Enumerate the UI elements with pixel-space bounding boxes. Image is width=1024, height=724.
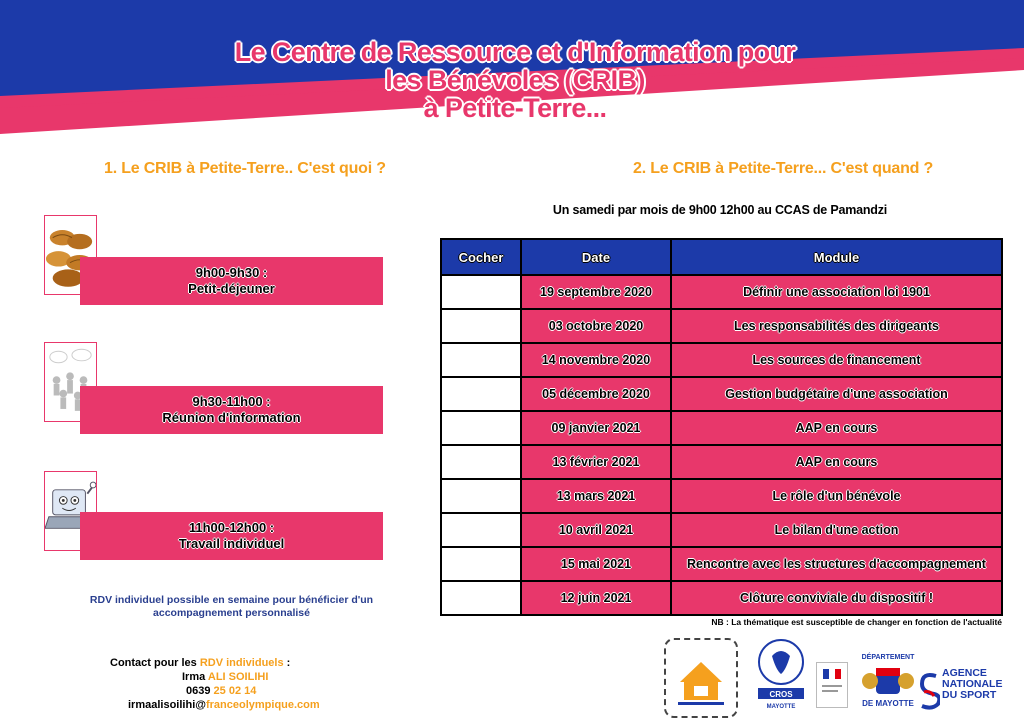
table-row xyxy=(441,581,1002,615)
contact-suffix: : xyxy=(283,657,291,669)
header-cocher: Cocher xyxy=(441,239,521,275)
date-cell: 13 février 2021 xyxy=(521,445,671,479)
page-title xyxy=(180,38,850,122)
table-row xyxy=(441,547,1002,581)
republique-francaise-logo xyxy=(816,662,848,708)
check-cell[interactable] xyxy=(441,547,521,581)
contact-block xyxy=(110,656,320,712)
module-cell: Le rôle d'un bénévole xyxy=(671,479,1002,513)
schedule-time: 9h30-11h00 : xyxy=(192,394,271,409)
table-row xyxy=(441,343,1002,377)
table-row xyxy=(441,445,1002,479)
cros-logo xyxy=(752,638,810,712)
table-header-row xyxy=(441,239,1002,275)
schedule-bar-meeting xyxy=(80,386,383,434)
ans-label xyxy=(942,668,1002,701)
ans-line-3: DU SPORT xyxy=(942,689,997,701)
table-row xyxy=(441,275,1002,309)
schedule-bar-breakfast xyxy=(80,257,383,305)
header-module: Module xyxy=(671,239,1002,275)
table-row xyxy=(441,411,1002,445)
check-cell[interactable] xyxy=(441,513,521,547)
date-cell: 13 mars 2021 xyxy=(521,479,671,513)
table-row xyxy=(441,513,1002,547)
contact-name xyxy=(110,670,320,684)
table-row xyxy=(441,309,1002,343)
dep-top-label: DÉPARTEMENT xyxy=(861,654,915,661)
contact-email[interactable] xyxy=(110,698,320,712)
schedule-time: 11h00-12h00 : xyxy=(188,520,275,535)
crib-logo xyxy=(664,638,738,718)
module-cell: AAP en cours xyxy=(671,411,1002,445)
section-heading-what: 1. Le CRIB à Petite-Terre.. C'est quoi ? xyxy=(104,160,386,177)
contact-phone xyxy=(110,684,320,698)
dep-bottom-label: DE MAYOTTE xyxy=(862,699,914,708)
date-cell: 14 novembre 2020 xyxy=(521,343,671,377)
check-cell[interactable] xyxy=(441,309,521,343)
partner-logos xyxy=(664,638,1014,716)
check-cell[interactable] xyxy=(441,377,521,411)
module-cell: Clôture conviviale du dispositif ! xyxy=(671,581,1002,615)
date-cell: 05 décembre 2020 xyxy=(521,377,671,411)
cros-label: CROS xyxy=(769,690,793,699)
schedule-label: Travail individuel xyxy=(178,536,285,551)
schedule-label: Réunion d'information xyxy=(162,410,301,425)
module-cell: Gestion budgétaire d'une association xyxy=(671,377,1002,411)
contact-highlight: RDV individuels xyxy=(199,657,284,669)
contact-last-name: ALI SOILIHI xyxy=(207,671,269,683)
schedule-subtitle: Un samedi par mois de 9h00 12h00 au CCAS de Pamandzi xyxy=(552,203,888,217)
title-line-3: à Petite-Terre... xyxy=(423,93,607,123)
title-line-2: les Bénévoles (CRIB) xyxy=(385,65,645,95)
contact-prefix: Contact pour les xyxy=(110,657,200,669)
schedule-time: 9h00-9h30 : xyxy=(195,265,268,280)
date-cell: 12 juin 2021 xyxy=(521,581,671,615)
ans-line-2: NATIONALE xyxy=(942,678,1003,690)
check-cell[interactable] xyxy=(441,411,521,445)
table-row xyxy=(441,479,1002,513)
check-cell[interactable] xyxy=(441,343,521,377)
section-heading-when: 2. Le CRIB à Petite-Terre... C'est quand ? xyxy=(633,160,934,177)
contact-heading xyxy=(110,656,320,670)
check-cell[interactable] xyxy=(441,275,521,309)
check-cell[interactable] xyxy=(441,445,521,479)
module-cell: AAP en cours xyxy=(671,445,1002,479)
module-cell: Le bilan d'une action xyxy=(671,513,1002,547)
nb-note: NB : La thématique est susceptible de changer en fonction de l'actualité xyxy=(711,617,1002,627)
date-cell: 03 octobre 2020 xyxy=(521,309,671,343)
departement-mayotte-logo xyxy=(858,654,918,710)
module-cell: Les responsabilités des dirigeants xyxy=(671,309,1002,343)
contact-first-name: Irma xyxy=(182,671,208,683)
agence-nationale-du-sport-logo xyxy=(918,668,1014,712)
header-date: Date xyxy=(521,239,671,275)
schedule-label: Petit-déjeuner xyxy=(188,281,275,296)
contact-phone-number: 25 02 14 xyxy=(213,685,257,697)
modules-table xyxy=(440,238,1003,616)
module-cell: Définir une association loi 1901 xyxy=(671,275,1002,309)
date-cell: 10 avril 2021 xyxy=(521,513,671,547)
contact-email-domain: franceolympique.com xyxy=(205,699,320,711)
check-cell[interactable] xyxy=(441,581,521,615)
check-cell[interactable] xyxy=(441,479,521,513)
date-cell: 15 mai 2021 xyxy=(521,547,671,581)
table-row xyxy=(441,377,1002,411)
title-line-1: Le Centre de Ressource et d'Information pour xyxy=(234,37,796,67)
schedule-bar-individual-work xyxy=(80,512,383,560)
module-cell: Les sources de financement xyxy=(671,343,1002,377)
contact-phone-prefix: 0639 xyxy=(186,685,214,697)
date-cell: 19 septembre 2020 xyxy=(521,275,671,309)
module-cell: Rencontre avec les structures d'accompagnement xyxy=(671,547,1002,581)
rdv-note: RDV individuel possible en semaine pour bénéficier d'un accompagnement personnalisé xyxy=(89,594,374,619)
cros-sub-label: MAYOTTE xyxy=(766,704,796,710)
ans-line-1: AGENCE xyxy=(942,667,987,679)
contact-email-user: irmaalisoilihi@ xyxy=(128,699,206,711)
date-cell: 09 janvier 2021 xyxy=(521,411,671,445)
